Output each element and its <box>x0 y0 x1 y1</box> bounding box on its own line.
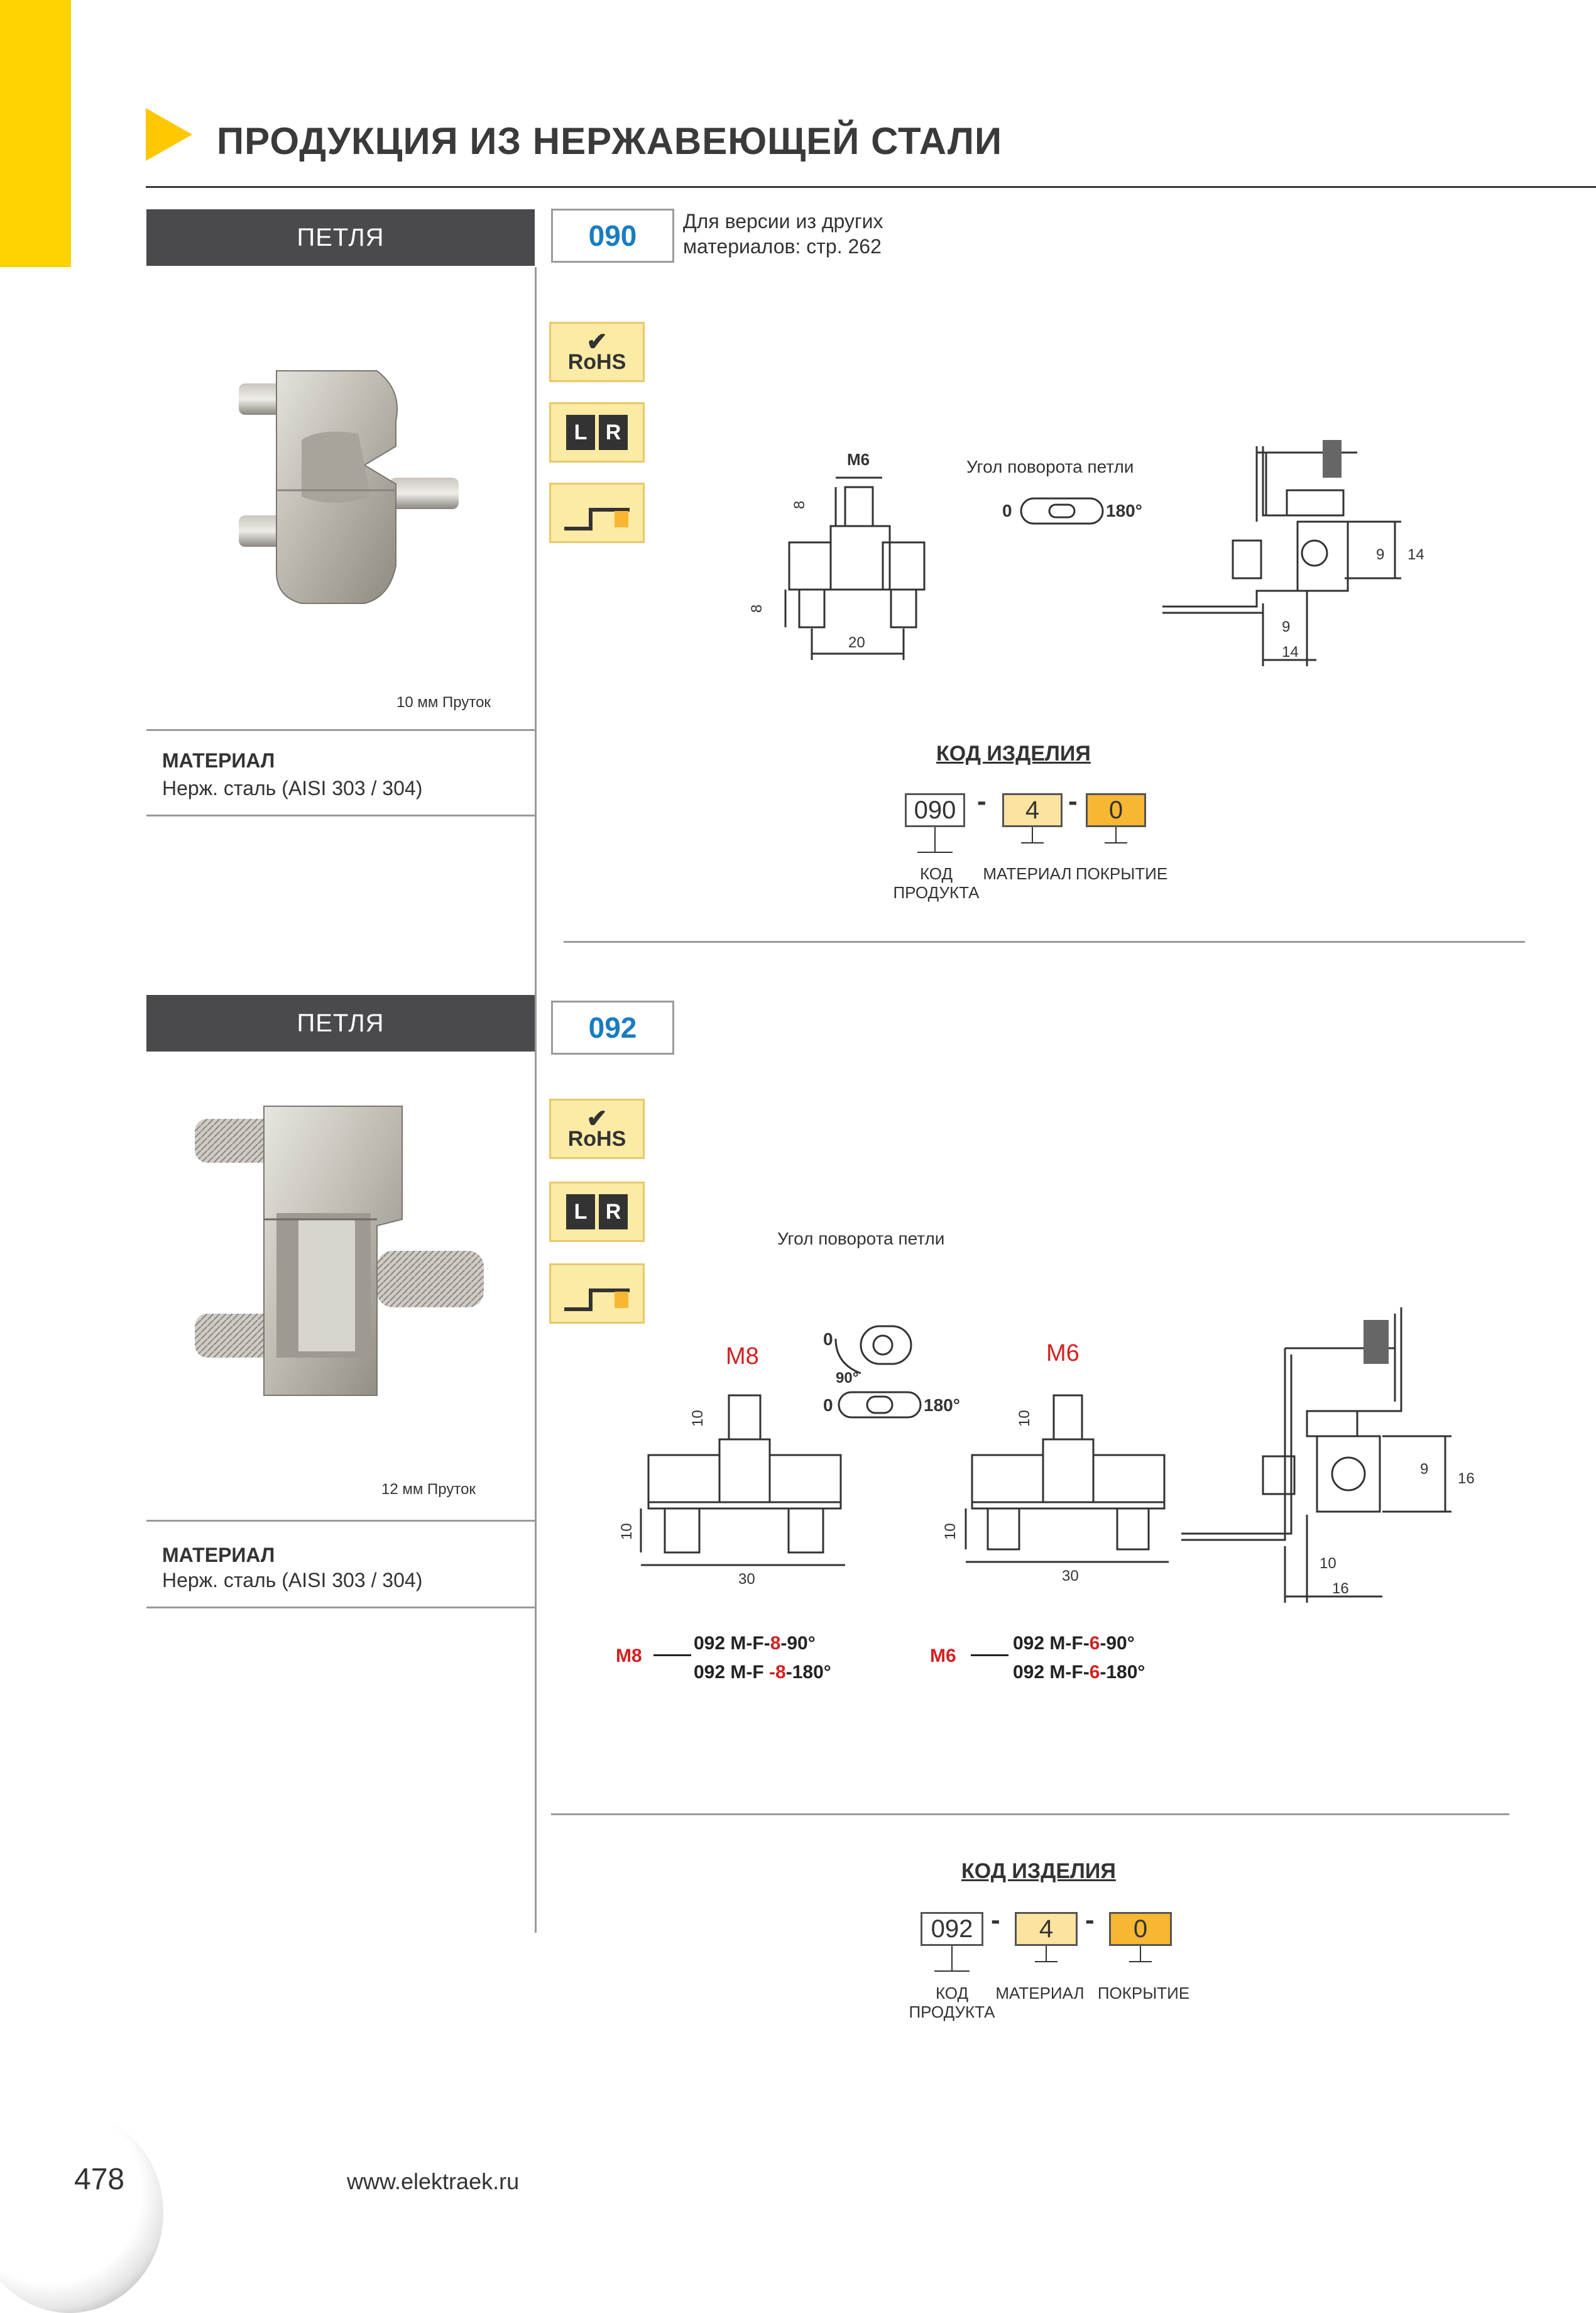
code-leader-lines <box>921 1946 1178 1984</box>
page-title: ПРОДУКЦИЯ ИЗ НЕРЖАВЕЮЩЕЙ СТАЛИ <box>217 120 1003 162</box>
dim-width: 20 <box>848 634 865 651</box>
thread-left: M8 <box>726 1343 759 1370</box>
product-code-box-092: 092 <box>551 1001 674 1055</box>
dim-h-right: 10 <box>1016 1410 1033 1427</box>
section-bar-090 <box>146 209 535 266</box>
rohs-icon: ✔ RoHS <box>549 322 645 382</box>
code-dash: - <box>1085 1904 1095 1935</box>
dim-top: 8 <box>791 500 808 509</box>
caption-product-line1: КОД <box>919 864 953 883</box>
technical-drawing-090 <box>741 440 1445 679</box>
code-dash: - <box>977 786 987 816</box>
rohs-icon: ✔ RoHS <box>549 1099 645 1159</box>
lr-right: R <box>599 1194 628 1229</box>
product-code-title: КОД ИЗДЕЛИЯ <box>936 742 1091 766</box>
dim-section-d: 16 <box>1332 1580 1349 1597</box>
caption-product-line1: КОД <box>935 1984 969 2003</box>
section-divider <box>551 1813 1509 1815</box>
lr-left: L <box>566 415 595 450</box>
photo-caption-092: 12 мм Пруток <box>381 1481 476 1498</box>
material-value: Нерж. сталь (AISI 303 / 304) <box>162 1569 423 1591</box>
arrow-m8 <box>653 1654 691 1656</box>
code-segment-product: 090 <box>905 793 965 827</box>
page-number: 478 <box>74 2163 125 2196</box>
dim-section-b: 16 <box>1458 1470 1475 1487</box>
note-line-1: Для версии из других <box>683 210 883 233</box>
website-url[interactable]: www.elektraek.ru <box>347 2168 520 2194</box>
material-rule-bottom <box>146 815 535 816</box>
material-rule-top <box>146 1520 535 1522</box>
caption-product <box>895 1984 1008 2021</box>
title-arrow-icon <box>146 108 192 161</box>
code-segment-coating: 0 <box>1109 1912 1172 1946</box>
page-curl-decoration <box>0 2112 163 2313</box>
section-label: ПЕТЛЯ <box>297 1009 385 1037</box>
thread-right: M6 <box>1046 1340 1079 1366</box>
code-segment-product: 092 <box>921 1912 983 1946</box>
code-segment-material: 4 <box>1015 1912 1078 1946</box>
dim-bottom: 8 <box>748 604 765 613</box>
code-dash: - <box>991 1904 1000 1935</box>
dim-section-d: 14 <box>1282 644 1299 661</box>
code-dash: - <box>1068 786 1078 816</box>
variant-m8-label: M8 <box>616 1645 642 1666</box>
other-materials-note <box>683 209 883 259</box>
technical-drawing-092 <box>603 1232 1483 1609</box>
code-segment-coating: 0 <box>1086 793 1146 827</box>
dim-b-left: 10 <box>618 1523 635 1540</box>
rohs-text: RoHS <box>567 1127 626 1151</box>
caption-product-line2: ПРОДУКТА <box>893 883 980 902</box>
dim-w-left: 30 <box>738 1571 755 1588</box>
photo-caption-090: 10 мм Пруток <box>396 694 491 711</box>
caption-material: МАТЕРИАЛ <box>983 864 1072 883</box>
variant-m6-90: 092 M-F-6-90° <box>1013 1633 1135 1654</box>
caption-product-line2: ПРОДУКТА <box>909 2003 995 2021</box>
caption-coating: ПОКРЫТИЕ <box>1097 1984 1190 2003</box>
caption-product <box>880 864 993 902</box>
caption-coating: ПОКРЫТИЕ <box>1075 864 1168 883</box>
thread-label: M6 <box>847 450 870 469</box>
lr-right: R <box>599 415 628 450</box>
product-code-box-090: 090 <box>551 209 674 263</box>
rotation-label: Угол поворота петли <box>777 1232 945 1248</box>
dim-section-a: 9 <box>1420 1461 1429 1478</box>
yellow-corner-tab <box>0 0 71 267</box>
angle-90: 90° <box>836 1370 859 1387</box>
dim-b-right: 10 <box>942 1523 959 1540</box>
variant-m6-180: 092 M-F-6-180° <box>1013 1662 1145 1683</box>
material-value: Нерж. сталь (AISI 303 / 304) <box>162 777 423 799</box>
mounting-step-icon <box>549 483 645 543</box>
section-label: ПЕТЛЯ <box>297 223 385 251</box>
lr-left: L <box>566 1194 595 1229</box>
column-divider <box>535 267 537 1933</box>
material-rule-bottom <box>146 1607 535 1608</box>
angle-zero-b: 0 <box>823 1395 833 1415</box>
angle-180: 180° <box>924 1395 960 1415</box>
hinge-090-photo <box>226 352 490 629</box>
caption-material: МАТЕРИАЛ <box>995 1984 1085 2003</box>
title-rule <box>146 186 1596 188</box>
section-divider <box>564 941 1525 943</box>
rohs-text: RoHS <box>567 350 626 374</box>
product-code-title: КОД ИЗДЕЛИЯ <box>961 1859 1116 1883</box>
angle-zero-a: 0 <box>823 1329 833 1349</box>
section-bar-092 <box>146 995 535 1052</box>
material-rule-top <box>146 729 535 731</box>
variant-m8-180: 092 M-F -8-180° <box>694 1662 831 1683</box>
left-right-icon <box>549 402 645 463</box>
dim-section-a: 9 <box>1376 546 1385 563</box>
variant-m6-label: M6 <box>930 1645 956 1666</box>
dim-section-b: 14 <box>1407 546 1424 563</box>
variant-m8-90: 092 M-F-8-90° <box>694 1633 816 1654</box>
angle-start: 0 <box>1002 501 1012 520</box>
code-leader-lines <box>905 827 1156 865</box>
note-line-2: материалов: стр. 262 <box>683 235 882 258</box>
dim-section-c: 9 <box>1282 618 1291 635</box>
rotation-label: Угол поворота петли <box>966 457 1134 476</box>
material-heading: МАТЕРИАЛ <box>162 749 275 772</box>
material-heading: МАТЕРИАЛ <box>162 1544 275 1566</box>
hinge-092-photo <box>189 1094 503 1433</box>
arrow-m6 <box>971 1654 1008 1656</box>
code-segment-material: 4 <box>1002 793 1063 827</box>
dim-section-c: 10 <box>1320 1555 1336 1572</box>
angle-end: 180° <box>1106 501 1142 520</box>
dim-h-left: 10 <box>689 1410 706 1427</box>
dim-w-right: 30 <box>1062 1568 1079 1585</box>
